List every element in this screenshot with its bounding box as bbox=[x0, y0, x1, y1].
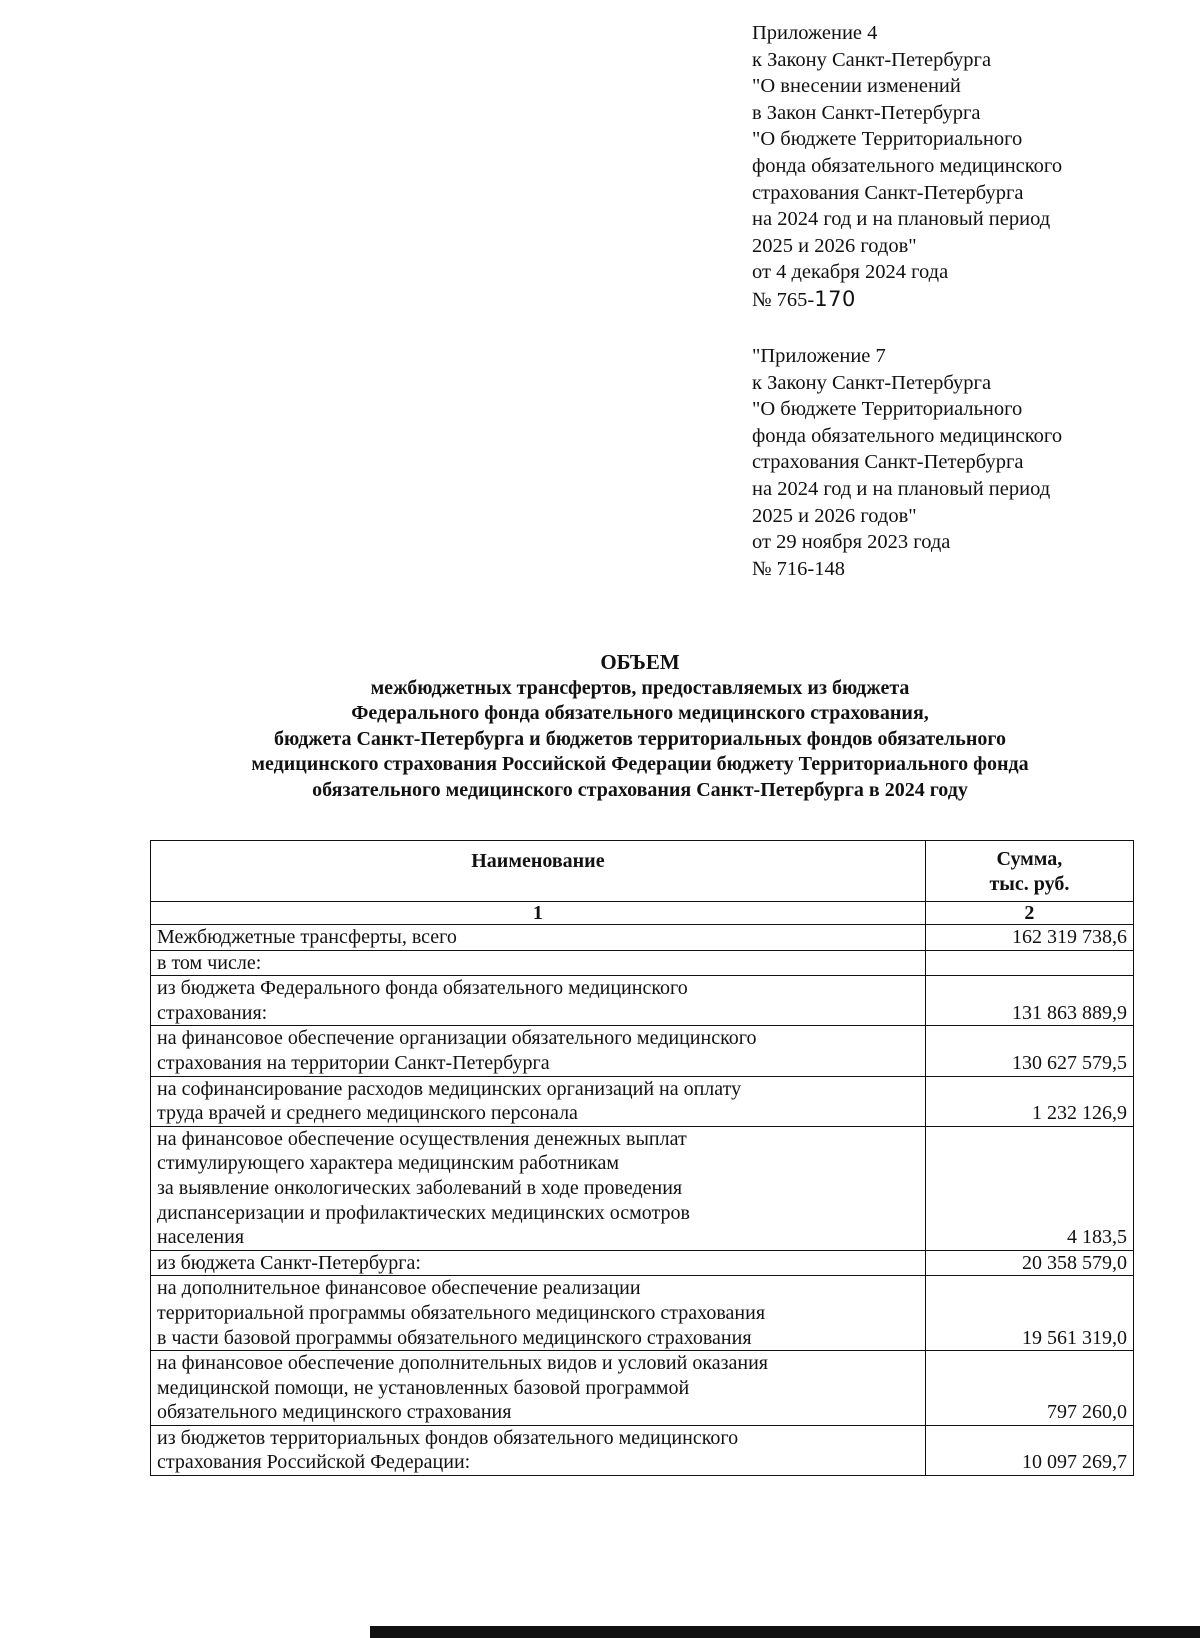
column-number-2: 2 bbox=[925, 902, 1133, 925]
row-name-line: на финансовое обеспечение дополнительных видов и условий оказания bbox=[157, 1352, 769, 1375]
table-row bbox=[151, 976, 1134, 1026]
row-name bbox=[151, 925, 926, 951]
row-name bbox=[151, 1276, 926, 1351]
appendix-4-line: на 2024 год и на плановый период bbox=[752, 208, 1051, 231]
appendix-7-line: от 29 ноября 2023 года bbox=[752, 531, 951, 554]
appendix-7-line: "О бюджете Территориального bbox=[752, 398, 1023, 421]
row-sum: 130 627 579,5 bbox=[925, 1026, 1133, 1076]
appendix-7-line: 2025 и 2026 годов" bbox=[752, 504, 917, 527]
appendix-7-line: № 716-148 bbox=[752, 557, 846, 580]
row-sum: 20 358 579,0 bbox=[925, 1250, 1133, 1276]
appendix-4-line: страхования Санкт-Петербурга bbox=[752, 181, 1024, 204]
title-line: обязательного медицинского страхования Санкт-Петербурга в 2024 году bbox=[312, 778, 968, 801]
table-row bbox=[151, 925, 1134, 951]
table-header-row bbox=[151, 841, 1134, 902]
appendix-7-line: страхования Санкт-Петербурга bbox=[752, 451, 1024, 474]
law-number-handwritten: 170 bbox=[814, 286, 856, 311]
row-name-line: стимулирующего характера медицинским работникам bbox=[157, 1152, 619, 1175]
row-name-line: медицинской помощи, не установленных базовой программой bbox=[157, 1376, 690, 1399]
row-sum: 162 319 738,6 bbox=[925, 925, 1133, 951]
table-body bbox=[151, 925, 1134, 1476]
row-name-line: труда врачей и среднего медицинского персонала bbox=[157, 1102, 578, 1125]
title-main: ОБЪЕМ bbox=[600, 650, 680, 674]
appendix-4-line: в Закон Санкт-Петербурга bbox=[752, 101, 981, 124]
row-name-line: в том числе: bbox=[157, 951, 262, 974]
row-name bbox=[151, 1026, 926, 1076]
table-row bbox=[151, 1126, 1134, 1250]
row-name bbox=[151, 1126, 926, 1250]
title-line: бюджета Санкт-Петербурга и бюджетов территориальных фондов обязательного bbox=[274, 727, 1006, 750]
appendix-4-line: фонда обязательного медицинского bbox=[752, 154, 1063, 177]
row-name bbox=[151, 950, 926, 976]
appendix-7-line: "Приложение 7 bbox=[752, 345, 886, 367]
row-name-line: на софинансирование расходов медицинских организаций на оплату bbox=[157, 1077, 742, 1100]
row-name bbox=[151, 976, 926, 1026]
row-sum: 4 183,5 bbox=[925, 1126, 1133, 1250]
row-name-line: на дополнительное финансовое обеспечение реализации bbox=[157, 1277, 641, 1300]
row-name-line: страхования на территории Санкт-Петербурга bbox=[157, 1051, 550, 1074]
row-name-line: диспансеризации и профилактических медицинских осмотров bbox=[157, 1201, 690, 1224]
appendix-4-line: "О внесении изменений bbox=[752, 75, 961, 98]
table-row bbox=[151, 1250, 1134, 1276]
transfers-table bbox=[150, 840, 1134, 1476]
row-sum bbox=[925, 950, 1133, 976]
header-name: Наименование bbox=[151, 841, 926, 902]
row-name-line: на финансовое обеспечение организации обязательного медицинского bbox=[157, 1027, 757, 1050]
appendix-7-line: на 2024 год и на плановый период bbox=[752, 477, 1051, 500]
appendix-4-line: 2025 и 2026 годов" bbox=[752, 234, 917, 257]
row-name-line: населения bbox=[157, 1226, 245, 1249]
appendix-7-line: к Закону Санкт-Петербурга bbox=[752, 371, 992, 394]
row-name-line: из бюджетов территориальных фондов обязательного медицинского bbox=[157, 1426, 739, 1449]
table-row bbox=[151, 1351, 1134, 1426]
row-sum: 131 863 889,9 bbox=[925, 976, 1133, 1026]
row-sum: 10 097 269,7 bbox=[925, 1425, 1133, 1475]
document-title bbox=[150, 650, 1130, 804]
appendix-7-line: фонда обязательного медицинского bbox=[752, 424, 1063, 447]
table-row bbox=[151, 950, 1134, 976]
row-name bbox=[151, 1425, 926, 1475]
row-name-line: территориальной программы обязательного медицинского страхования bbox=[157, 1301, 766, 1324]
law-number-prefix: № 765- bbox=[752, 288, 815, 311]
table-row bbox=[151, 1425, 1134, 1475]
appendix-4-line: "О бюджете Территориального bbox=[752, 128, 1023, 151]
table-row bbox=[151, 1026, 1134, 1076]
title-line: Федерального фонда обязательного медицинского страхования, bbox=[351, 702, 929, 725]
row-name-line: страхования Российской Федерации: bbox=[157, 1451, 471, 1474]
header-sum-line2: тыс. руб. bbox=[989, 873, 1070, 895]
row-name bbox=[151, 1076, 926, 1126]
row-name-line: из бюджета Санкт-Петербурга: bbox=[157, 1251, 421, 1274]
row-sum: 797 260,0 bbox=[925, 1351, 1133, 1426]
appendix-4-line: от 4 декабря 2024 года bbox=[752, 261, 949, 284]
header-sum-line1: Сумма, bbox=[996, 848, 1063, 870]
row-name bbox=[151, 1250, 926, 1276]
title-line: медицинского страхования Российской Федерации бюджету Территориального фонда bbox=[251, 753, 1029, 776]
row-name-line: на финансовое обеспечение осуществления денежных выплат bbox=[157, 1127, 687, 1150]
row-name bbox=[151, 1351, 926, 1426]
column-number-1: 1 bbox=[151, 902, 926, 925]
scan-edge-mark bbox=[370, 1626, 1200, 1638]
appendix-7-header bbox=[752, 343, 1172, 582]
appendix-4-line: к Закону Санкт-Петербурга bbox=[752, 48, 992, 71]
appendix-4-header bbox=[752, 20, 1172, 314]
row-name-line: страхования: bbox=[157, 1001, 268, 1024]
row-name-line: за выявление онкологических заболеваний в ходе проведения bbox=[157, 1176, 683, 1199]
column-number-row bbox=[151, 902, 1134, 925]
appendix-4-line: Приложение 4 bbox=[752, 22, 878, 44]
row-name-line: в части базовой программы обязательного медицинского страхования bbox=[157, 1326, 752, 1349]
row-sum: 19 561 319,0 bbox=[925, 1276, 1133, 1351]
table-row bbox=[151, 1276, 1134, 1351]
row-name-line: из бюджета Федерального фонда обязательного медицинского bbox=[157, 977, 688, 1000]
table-row bbox=[151, 1076, 1134, 1126]
title-line: межбюджетных трансфертов, предоставляемых из бюджета bbox=[370, 676, 910, 699]
row-name-line: обязательного медицинского страхования bbox=[157, 1401, 512, 1424]
law-number bbox=[752, 286, 1172, 314]
row-name-line: Межбюджетные трансферты, всего bbox=[157, 926, 457, 948]
header-sum bbox=[925, 841, 1133, 902]
row-sum: 1 232 126,9 bbox=[925, 1076, 1133, 1126]
